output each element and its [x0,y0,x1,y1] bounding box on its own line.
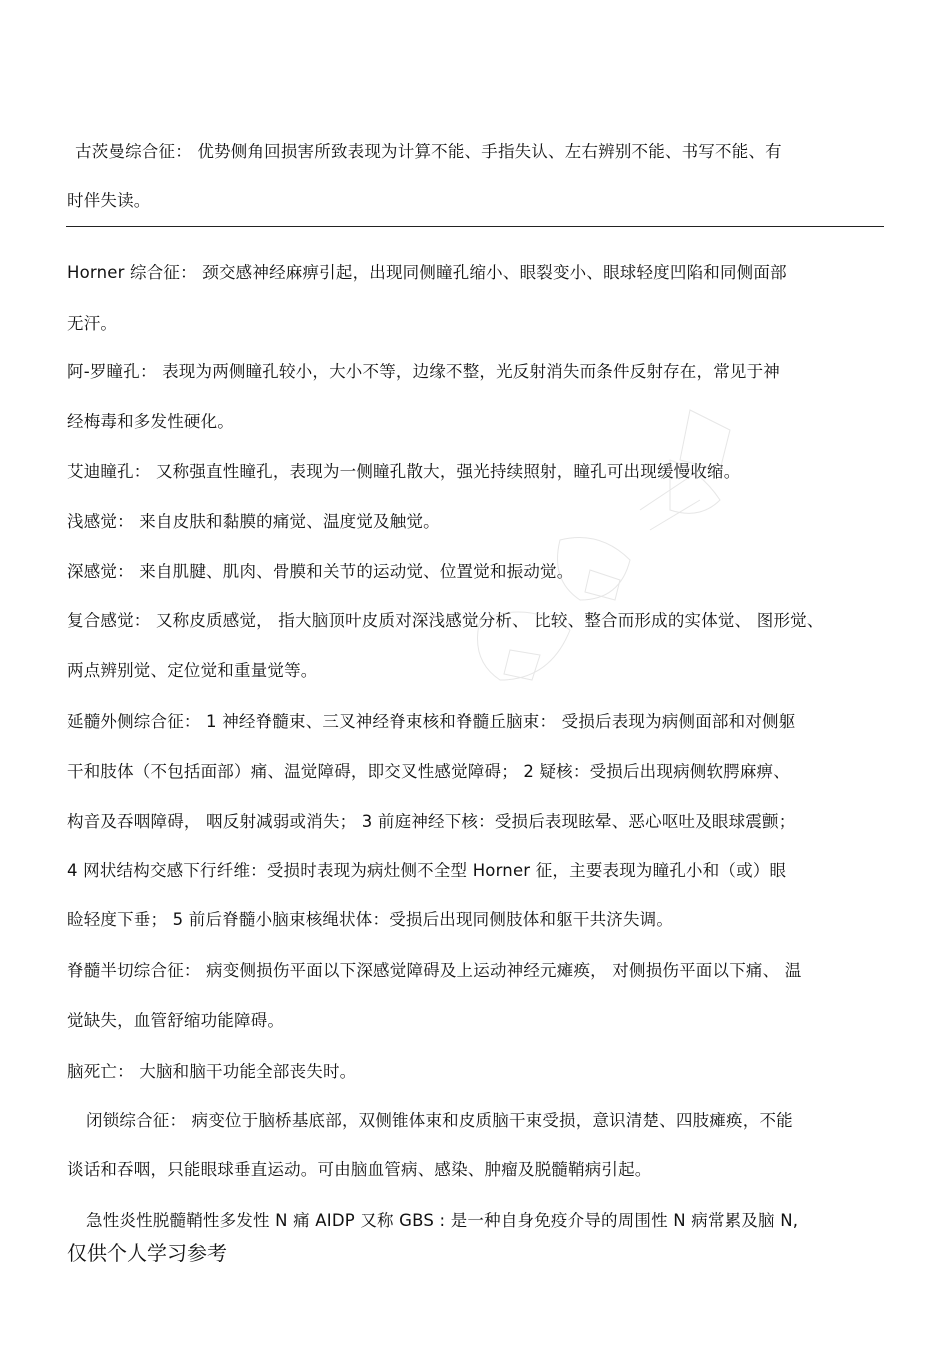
text-line: 深感觉： 来自肌腱、肌肉、骨膜和关节的运动觉、位置觉和振动觉。 [67,562,574,581]
text-line: 阿-罗瞳孔： 表现为两侧瞳孔较小，大小不等，边缘不整，光反射消失而条件反射存在，常见于神 [67,362,780,381]
text-line: 经梅毒和多发性硬化。 [67,412,234,431]
text-line: 两点辨别觉、定位觉和重量觉等。 [67,661,318,680]
text-line: 复合感觉： 又称皮质感觉， 指大脑顶叶皮质对深浅感觉分析、 比较、整合而形成的实体觉、 图形觉、 [67,611,824,630]
text-line: 脑死亡： 大脑和脑干功能全部丧失时。 [67,1062,357,1081]
text-line: 闭锁综合征： 病变位于脑桥基底部，双侧锥体束和皮质脑干束受损，意识清楚、四肢瘫痪，不能 [86,1111,793,1130]
text-line: 4 网状结构交感下行纤维：受损时表现为病灶侧不全型 Horner 征，主要表现为瞳孔小和（或）眼 [67,861,787,880]
text-line: Horner 综合征： 颈交感神经麻痹引起，出现同侧瞳孔缩小、眼裂变小、眼球轻度凹陷和同侧面部 [67,263,787,282]
text-line: 浅感觉： 来自皮肤和黏膜的痛觉、温度觉及触觉。 [67,512,440,531]
text-line: 艾迪瞳孔： 又称强直性瞳孔，表现为一侧瞳孔散大，强光持续照射，瞳孔可出现缓慢收缩。 [67,462,741,481]
text-line: 无汗。 [67,314,118,333]
horizontal-divider [66,226,884,227]
text-line: 谈话和吞咽，只能眼球垂直运动。可由脑血管病、感染、肿瘤及脱髓鞘病引起。 [67,1160,652,1179]
text-line: 干和肢体（不包括面部）痛、温觉障碍，即交叉性感觉障碍； 2 疑核：受损后出现病侧软腭麻痹、 [67,762,790,781]
text-line: 睑轻度下垂； 5 前后脊髓小脑束核绳状体：受损后出现同侧肢体和躯干共济失调。 [67,910,674,929]
text-line: 脊髓半切综合征： 病变侧损伤平面以下深感觉障碍及上运动神经元瘫痪， 对侧损伤平面以下痛、 温 [67,961,802,980]
text-line: 延髓外侧综合征： 1 神经脊髓束、三叉神经脊束核和脊髓丘脑束： 受损后表现为病侧面部和对侧躯 [67,712,796,731]
text-line: 古茨曼综合征： 优势侧角回损害所致表现为计算不能、手指失认、左右辨别不能、书写不能、有 [75,142,782,161]
text-line: 时伴失读。 [67,191,151,210]
text-line: 急性炎性脱髓鞘性多发性 N 痛 AIDP 又称 GBS : 是一种自身免疫介导的周围性 N 病常累及脑 N, [86,1211,799,1230]
text-line: 构音及吞咽障碍， 咽反射减弱或消失； 3 前庭神经下核：受损后表现眩晕、恶心呕吐及眼球震颤； [67,812,796,831]
footer-note: 仅供个人学习参考 [67,1241,227,1265]
text-line: 觉缺失，血管舒缩功能障碍。 [67,1011,285,1030]
